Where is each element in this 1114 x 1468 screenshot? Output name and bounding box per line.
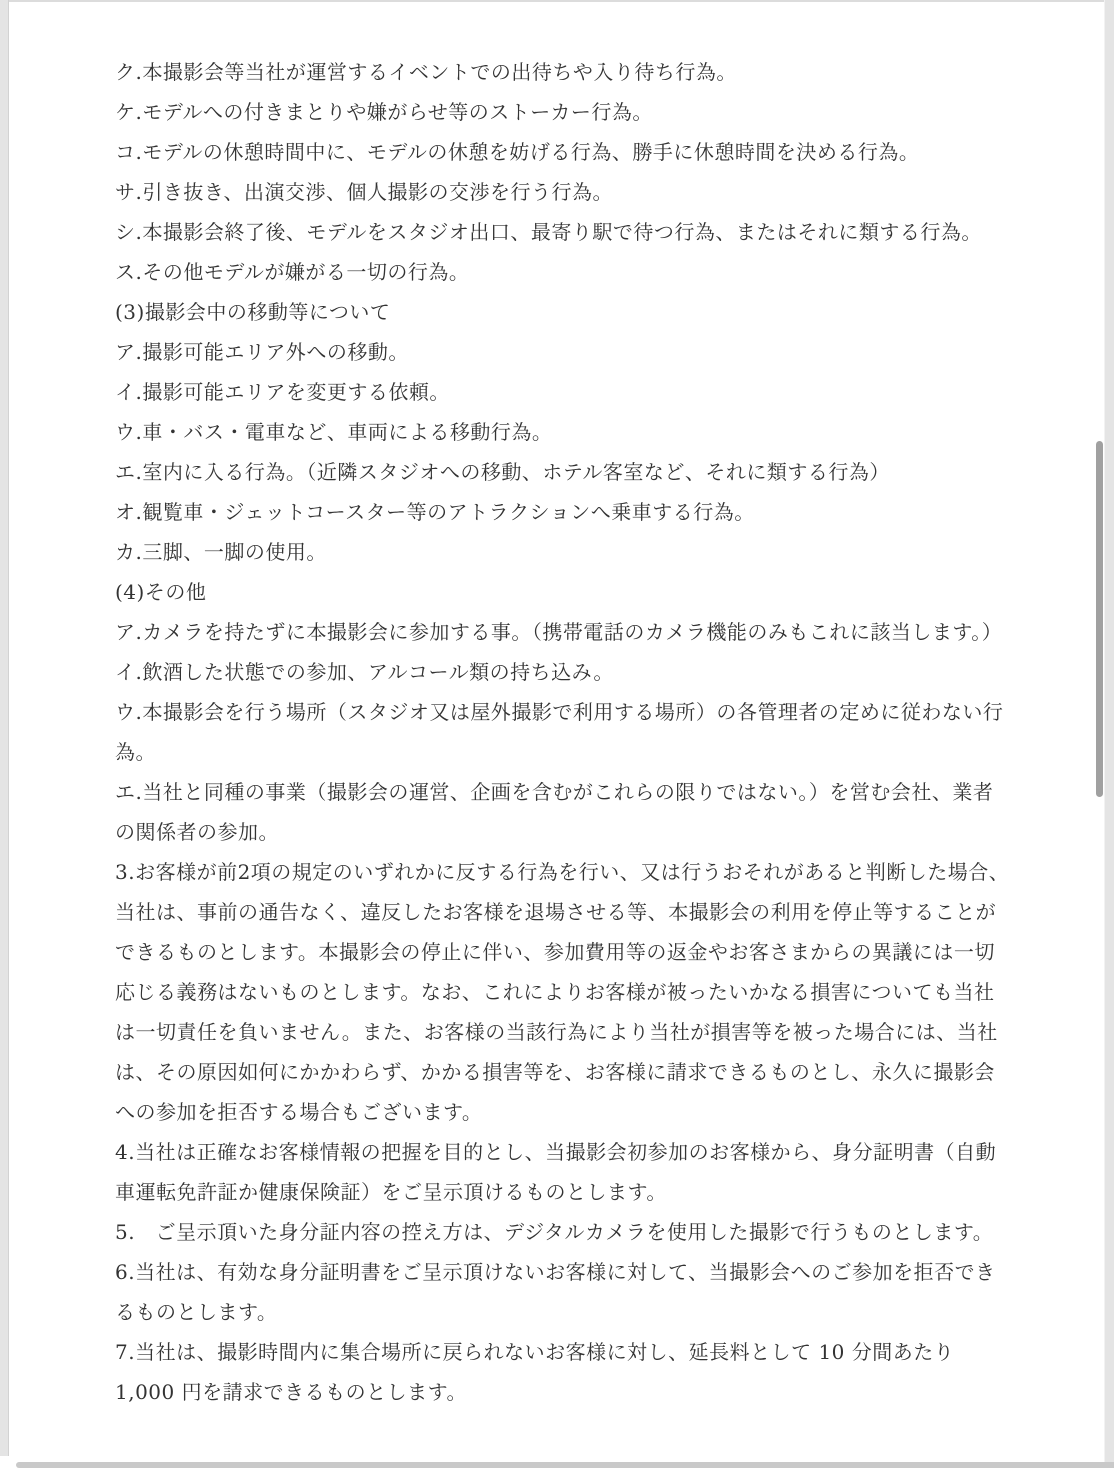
section-heading-line: (4)その他 — [115, 580, 207, 604]
numbered-clause-line: 6.当社は、有効な身分証明書をご呈示頂けないお客様に対して、当撮影会へのご参加を拒否でき — [115, 1260, 996, 1284]
document-body — [115, 52, 1010, 1412]
numbered-clause-line: 7.当社は、撮影時間内に集合場所に戻られないお客様に対し、延長料として 10 分間あたり — [115, 1340, 955, 1364]
list-item-line: サ.引き抜き、出演交渉、個人撮影の交渉を行う行為。 — [115, 180, 614, 204]
bottom-edge-bar — [16, 1462, 1114, 1468]
left-edge-strip — [0, 0, 9, 1456]
list-item-line: の関係者の参加。 — [115, 820, 279, 844]
list-item-line: ウ.車・バス・電車など、車両による移動行為。 — [115, 420, 553, 444]
numbered-clause-line: 5. ご呈示頂いた身分証内容の控え方は、デジタルカメラを使用した撮影で行うものとします。 — [115, 1220, 994, 1244]
list-item-line: カ.三脚、一脚の使用。 — [115, 540, 327, 564]
section-heading-line: (3)撮影会中の移動等について — [115, 300, 391, 324]
list-item-line: ス.その他モデルが嫌がる一切の行為。 — [115, 260, 470, 284]
numbered-clause-line: 3.お客様が前2項の規定のいずれかに反する行為を行い、又は行うおそれがあると判断した場合、 — [115, 860, 1010, 884]
list-item-line: シ.本撮影会終了後、モデルをスタジオ出口、最寄り駅で待つ行為、またはそれに類する行為。 — [115, 220, 982, 244]
list-item-line: ア.撮影可能エリア外への移動。 — [115, 340, 409, 364]
numbered-clause-line: 応じる義務はないものとします。なお、これによりお客様が被ったいかなる損害についても当社 — [115, 980, 995, 1004]
numbered-clause-line: 当社は、事前の通告なく、違反したお客様を退場させる等、本撮影会の利用を停止等することが — [115, 900, 997, 924]
list-item-line: エ.室内に入る行為。（近隣スタジオへの移動、ホテル客室など、それに類する行為） — [115, 460, 890, 484]
numbered-clause-line: 1,000 円を請求できるものとします。 — [115, 1380, 468, 1404]
numbered-clause-line: は一切責任を負いません。また、お客様の当該行為により当社が損害等を被った場合には、当社 — [115, 1020, 998, 1044]
list-item-line: コ.モデルの休憩時間中に、モデルの休憩を妨げる行為、勝手に休憩時間を決める行為。 — [115, 140, 920, 164]
list-item-line: イ.撮影可能エリアを変更する依頼。 — [115, 380, 450, 404]
vertical-scrollbar-thumb[interactable] — [1096, 441, 1103, 797]
numbered-clause-line: 4.当社は正確なお客様情報の把握を目的とし、当撮影会初参加のお客様から、身分証明書（自動 — [115, 1140, 997, 1164]
list-item-line: オ.観覧車・ジェットコースター等のアトラクションへ乗車する行為。 — [115, 500, 755, 524]
right-scroll-track — [1104, 0, 1114, 1468]
numbered-clause-line: への参加を拒否する場合もございます。 — [115, 1100, 483, 1124]
list-item-line: イ.飲酒した状態での参加、アルコール類の持ち込み。 — [115, 660, 614, 684]
list-item-line: 為。 — [115, 740, 156, 764]
list-item-line: ア.カメラを持たずに本撮影会に参加する事。（携帯電話のカメラ機能のみもこれに該当します。） — [115, 620, 1003, 644]
list-item-line: ク.本撮影会等当社が運営するイベントでの出待ちや入り待ち行為。 — [115, 60, 737, 84]
list-item-line: ウ.本撮影会を行う場所（スタジオ又は屋外撮影で利用する場所）の各管理者の定めに従わない行 — [115, 700, 1004, 724]
numbered-clause-line: 車運転免許証か健康保険証）をご呈示頂けるものとします。 — [115, 1180, 667, 1204]
list-item-line: ケ.モデルへの付きまとりや嫌がらせ等のストーカー行為。 — [115, 100, 653, 124]
numbered-clause-line: できるものとします。本撮影会の停止に伴い、参加費用等の返金やお客さまからの異議には一切 — [115, 940, 995, 964]
numbered-clause-line: るものとします。 — [115, 1300, 278, 1324]
top-hairline — [0, 0, 1114, 2]
list-item-line: エ.当社と同種の事業（撮影会の運営、企画を含むがこれらの限りではない。）を営む会社、業者 — [115, 780, 994, 804]
numbered-clause-line: は、その原因如何にかかわらず、かかる損害等を、お客様に請求できるものとし、永久に撮影会 — [115, 1060, 995, 1084]
